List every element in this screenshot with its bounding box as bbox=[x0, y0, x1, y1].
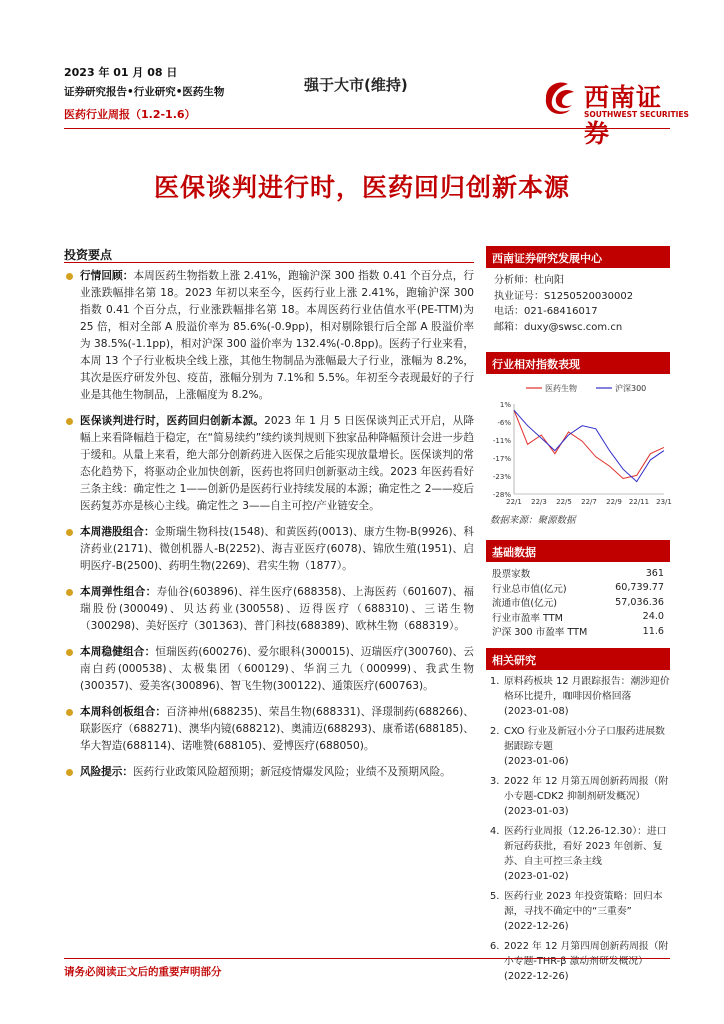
summary-item-label: 本周稳健组合： bbox=[80, 646, 156, 658]
summary-item-text: 金斯瑞生物科技(1548)、和黄医药(0013)、康方生物-B(9926)、科济药业(2171)、微创机器人-B(2252)、海吉亚医疗(6078)、锦欣生殖(1951)、启明医疗-B(2500)、药明生物(2269)、君实生物（1877）。 bbox=[80, 526, 474, 572]
basic-data-panel bbox=[486, 540, 670, 639]
summary-item-hk-portfolio bbox=[64, 524, 474, 575]
x-tick-label: 22/9 bbox=[606, 498, 622, 506]
report-series: 医药行业周报（1.2-1.6） bbox=[64, 108, 196, 121]
x-tick-label: 23/1 bbox=[656, 498, 672, 506]
chart-heading: 行业相对指数表现 bbox=[486, 352, 670, 374]
table-row bbox=[486, 624, 670, 639]
list-item[interactable] bbox=[490, 939, 670, 984]
summary-item-text: 恒瑞医药(600276)、爱尔眼科(300015)、迈瑞医疗(300760)、云南白药(000538)、太极集团（600129)、华润三九（000999)、我武生物(300357)、爱美客(300896)、智飞生物(300122)、通策医疗(600763)。 bbox=[80, 646, 474, 692]
analyst-phone: 电话：021-68416017 bbox=[494, 306, 598, 317]
related-list bbox=[486, 674, 670, 984]
logo-mark-icon bbox=[540, 76, 580, 118]
summary-item-label: 本周弹性组合： bbox=[80, 586, 157, 598]
legend-label: 沪深300 bbox=[615, 384, 647, 393]
table-row bbox=[486, 610, 670, 625]
series-line-pharma bbox=[514, 410, 664, 478]
related-number: 4. bbox=[490, 826, 500, 837]
related-title: 2022 年 12 月第四周创新药周报（附小专题-THR-β 激动剂研发概况） bbox=[504, 941, 669, 967]
footer-disclaimer[interactable]: 请务必阅读正文后的重要声明部分 bbox=[64, 966, 222, 978]
basic-key: 行业总市值(亿元) bbox=[492, 583, 567, 595]
y-tick-label: 1% bbox=[499, 401, 511, 409]
header-divider bbox=[64, 128, 670, 129]
related-date: (2023-01-03) bbox=[504, 806, 569, 817]
summary-item-label: 风险提示： bbox=[80, 766, 133, 778]
basic-value: 361 bbox=[645, 567, 664, 579]
analyst-panel bbox=[486, 246, 670, 335]
summary-item-market-review bbox=[64, 268, 474, 404]
legend-label: 医药生物 bbox=[545, 384, 577, 393]
related-date: (2023-01-08) bbox=[504, 706, 569, 717]
basic-data-table bbox=[486, 566, 670, 639]
summary-item-text: 百济神州(688235)、荣昌生物(688331)、泽璟制药(688266)、联影医疗（688271)、澳华内镜(688212)、奥浦迈(688293)、康希诺(688185)、华大智造(688114)、诺唯赞(688105)、爱博医疗(688050)。 bbox=[80, 706, 475, 752]
table-row bbox=[486, 595, 670, 610]
basic-key: 流通市值(亿元) bbox=[492, 598, 558, 610]
company-logo bbox=[540, 76, 689, 148]
related-title: CXO 行业及新冠小分子口服药进展数据跟踪专题 bbox=[504, 726, 665, 752]
summary-heading: 投资要点 bbox=[64, 248, 113, 262]
related-number: 6. bbox=[490, 941, 500, 952]
related-heading: 相关研究 bbox=[486, 648, 670, 670]
summary-item-text: 2023 年 1 月 5 日医保谈判正式开启，从降幅上来看降幅趋于稳定，在“简易续约”续约谈判规则下独家品种降幅预计会进一步趋于缓和。从量上来看，绝大部分创新药进入医保之后能实现放量增长。医保谈判的常态化趋势下，将驱动企业加快创新，医药也将回归创新驱动主线。2023 年医药看好三条主线：确定性之 1——创新仍是医药行业持续发展的本源；确定性之 2——疫后医药复苏亦是核心主线。确定性之 3——自主可控/产业链安全。 bbox=[80, 415, 475, 512]
y-tick-label: -11% bbox=[492, 437, 511, 445]
related-title: 医药行业周报（12.26-12.30）：进口新冠药获批，看好 2023 年创新、复苏、自主可控三条主线 bbox=[504, 826, 667, 867]
chart-panel bbox=[486, 352, 670, 514]
summary-item-label: 本周科创板组合： bbox=[80, 706, 167, 718]
related-number: 1. bbox=[490, 676, 500, 687]
related-date: (2022-12-26) bbox=[504, 971, 569, 982]
report-title: 医保谈判进行时，医药回归创新本源 bbox=[153, 173, 570, 202]
report-category: 证券研究报告•行业研究•医药生物 bbox=[64, 86, 225, 98]
summary-item-stable-portfolio bbox=[64, 644, 474, 695]
related-date: (2023-01-06) bbox=[504, 756, 569, 767]
y-tick-label: -17% bbox=[492, 455, 511, 463]
footer-divider bbox=[64, 958, 670, 959]
table-row bbox=[486, 566, 670, 581]
list-item[interactable] bbox=[490, 674, 670, 719]
analyst-cert: 执业证号：S1250520030002 bbox=[494, 290, 634, 302]
summary-item-label: 医保谈判进行时，医药回归创新本源。 bbox=[80, 415, 265, 427]
related-number: 2. bbox=[490, 726, 500, 737]
related-title: 医药行业 2023 年投资策略：回归本源，寻找不确定中的“三重奏” bbox=[504, 891, 663, 917]
analyst-name: 分析师：杜向阳 bbox=[494, 275, 564, 286]
related-title: 原料药板块 12 月跟踪报告：潮涉迎价格环比提升，咖啡因价格回落 bbox=[504, 676, 670, 702]
analyst-email[interactable]: 邮箱：duxy@swsc.com.cn bbox=[494, 321, 623, 333]
summary-item-label: 本周港股组合： bbox=[80, 526, 155, 538]
basic-key: 股票家数 bbox=[492, 569, 531, 581]
list-item[interactable] bbox=[490, 889, 670, 934]
industry-rating: 强于大市(维持) bbox=[304, 76, 408, 94]
x-tick-label: 22/7 bbox=[581, 498, 597, 506]
basic-key: 沪深 300 市盈率 TTM bbox=[492, 627, 588, 639]
related-date: (2023-01-02) bbox=[504, 871, 569, 882]
related-number: 5. bbox=[490, 891, 500, 902]
logo-english-name: SOUTHWEST SECURITIES bbox=[584, 110, 689, 119]
summary-item-risk bbox=[64, 764, 474, 781]
summary-item-text: 医药行业政策风险超预期；新冠疫情爆发风险；业绩不及预期风险。 bbox=[132, 766, 451, 778]
list-item[interactable] bbox=[490, 724, 670, 769]
summary-item-text: 寿仙谷(603896)、祥生医疗(688358)、上海医药（601607)、福瑞股份(300049)、贝达药业(300558)、迈得医疗（688310)、三诺生物（300298)、美好医疗（301363)、普门科技(688389)、欧林生物（688319）。 bbox=[80, 586, 474, 632]
related-date: (2022-12-26) bbox=[504, 921, 569, 932]
summary-item-text: 本周医药生物指数上涨 2.41%，跑输沪深 300 指数 0.41 个百分点，行业涨跌幅排名第 18。2023 年初以来至今，医药行业上涨 2.41%，跑输沪深 300 指数 0.41 个百分点，行业涨跌幅排名第 18。本周医药行业估值水平(PE-TTM)为 25 倍，相对全部 A 股溢价率为 85.6%(-0.9pp)，相对剔除银行后全部 A 股溢价率为 38.5%(-1.1pp)，相对沪深 300 溢价率为 132.4%(-0.8pp)。医药子行业来看，本周 13 个子行业板块全线上涨，其他生物制品为涨幅最大子行业，涨幅为 8.2%，其次是医疗研发外包、疫苗，涨幅分别为 7.1%和 5.5%。年初至今表现最好的子行业是其他生物制品，上涨幅度为 8.2%。 bbox=[80, 270, 475, 401]
logo-chinese-name: 西南证券 bbox=[584, 83, 663, 148]
basic-value: 57,036.36 bbox=[615, 596, 664, 608]
list-item[interactable] bbox=[490, 824, 670, 884]
list-item[interactable] bbox=[490, 774, 670, 819]
report-date: 2023 年 01 月 08 日 bbox=[64, 66, 178, 79]
summary-item-label: 行情回顾： bbox=[80, 270, 134, 282]
y-tick-label: -6% bbox=[497, 419, 511, 427]
related-research-panel bbox=[486, 648, 670, 989]
chart-source: 数据来源：聚源数据 bbox=[490, 515, 576, 526]
y-tick-label: -28% bbox=[492, 491, 511, 499]
summary-item-elastic-portfolio bbox=[64, 584, 474, 635]
summary-item-star-portfolio bbox=[64, 704, 474, 755]
x-tick-label: 22/1 bbox=[506, 498, 522, 506]
basic-data-heading: 基础数据 bbox=[486, 540, 670, 562]
x-tick-label: 22/11 bbox=[628, 498, 650, 506]
basic-value: 60,739.77 bbox=[615, 582, 664, 594]
x-tick-label: 22/3 bbox=[531, 498, 547, 506]
basic-key: 行业市盈率 TTM bbox=[492, 612, 563, 624]
x-tick-label: 22/5 bbox=[556, 498, 572, 506]
summary-divider bbox=[64, 262, 474, 263]
y-tick-label: -23% bbox=[492, 473, 511, 481]
related-title: 2022 年 12 月第五周创新药周报（附小专题-CDK2 抑制剂研发概况） bbox=[504, 776, 669, 802]
table-row bbox=[486, 581, 670, 596]
basic-value: 24.0 bbox=[642, 611, 664, 623]
series-line-csi300 bbox=[514, 410, 664, 481]
summary-item-negotiation bbox=[64, 413, 474, 515]
related-number: 3. bbox=[490, 776, 500, 787]
summary-list bbox=[64, 268, 474, 790]
basic-value: 11.6 bbox=[642, 625, 664, 637]
analyst-heading: 西南证券研究发展中心 bbox=[486, 246, 670, 268]
relative-index-chart bbox=[486, 374, 670, 510]
